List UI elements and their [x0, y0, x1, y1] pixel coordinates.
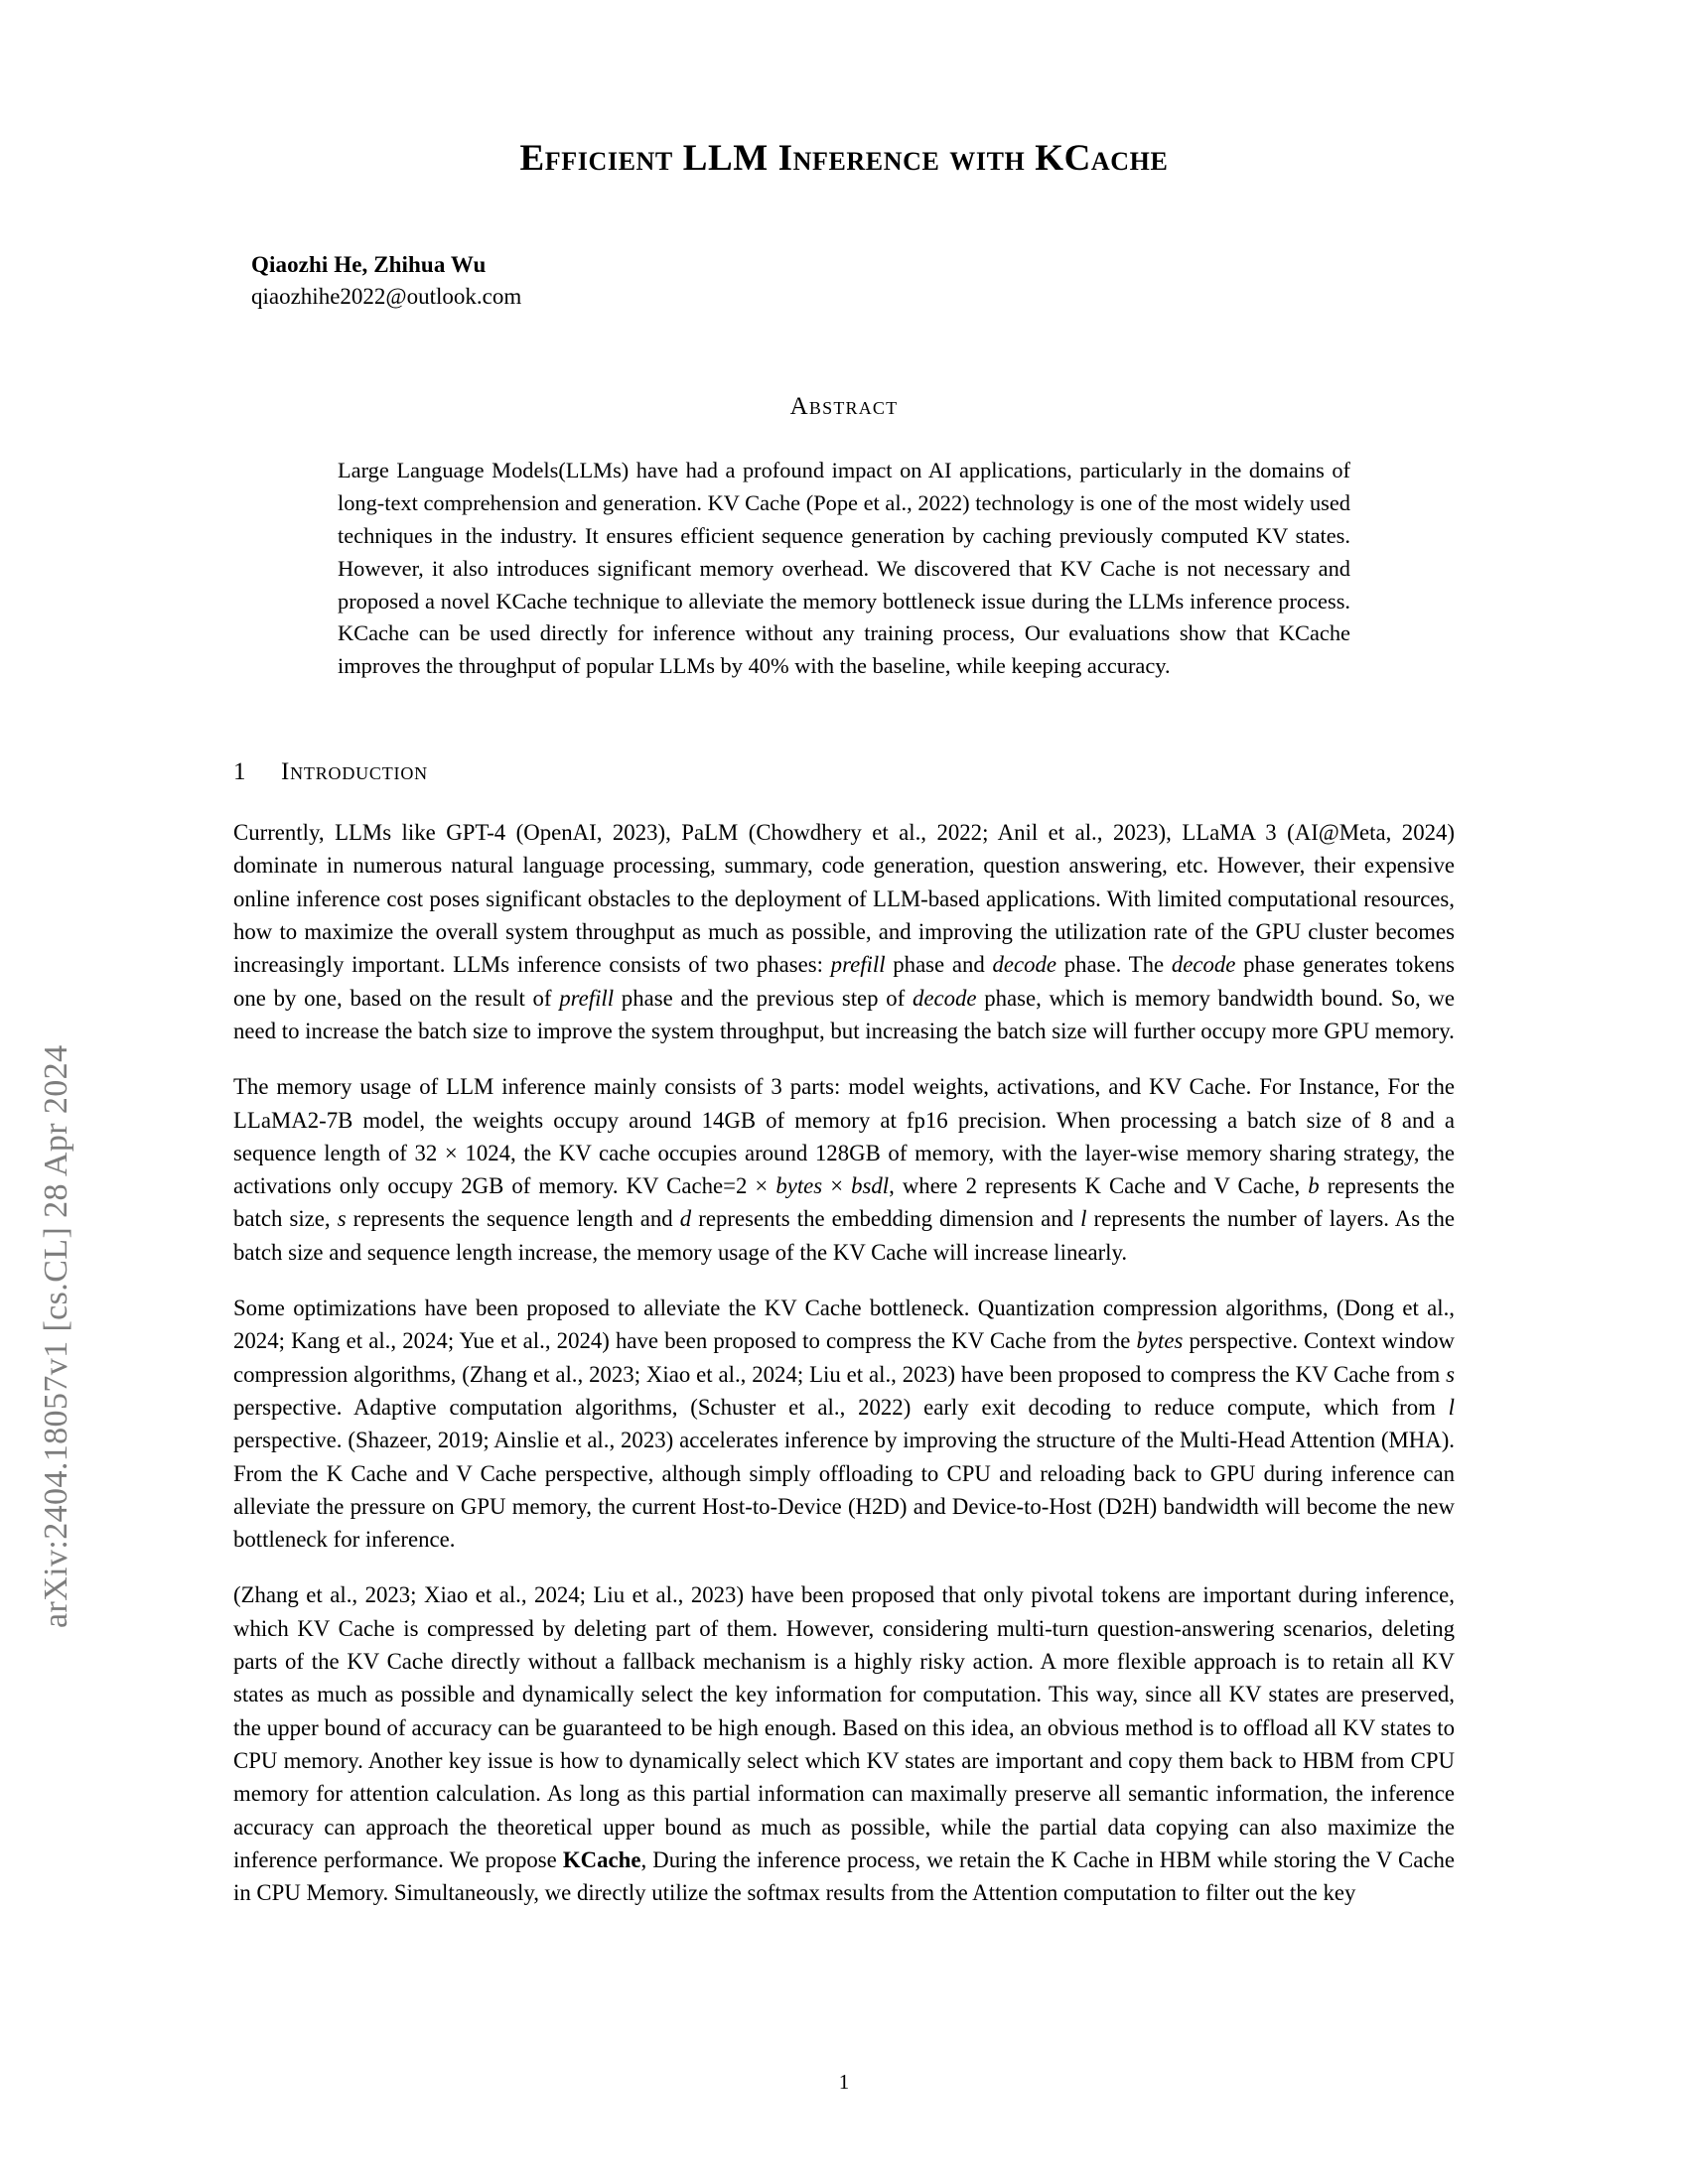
- page-title: Efficient LLM Inference with KCache: [519, 138, 1169, 179]
- formula-times: ×: [822, 1173, 852, 1199]
- author-email: qiaozhihe2022@outlook.com: [251, 284, 522, 310]
- text-run: perspective. Context window compression algorithms, (Zhang et al., 2023; Xiao et al., 2024; Liu et al., 2023) have been proposed to compress the KV Cache from: [233, 1328, 1455, 1387]
- text-run: , the KV cache occupies around: [510, 1140, 815, 1165]
- formula-coefficient: 2: [735, 1173, 748, 1199]
- value-sequence-length: 32 × 1024: [414, 1140, 511, 1165]
- intro-paragraph-4: [233, 1578, 1455, 1909]
- text-run: , During the inference process, we retain the K Cache in HBM while storing the V Cache in CPU Memory. Simultaneously, we directly utilize the softmax results from the Attention computation to filter out the key: [233, 1846, 1455, 1906]
- text-run: represents the batch size,: [233, 1173, 1456, 1232]
- math-bsdl: bsdl: [851, 1173, 890, 1199]
- section-number: 1: [233, 758, 247, 786]
- text-run: of memory at fp16 precision. When processing a batch size of: [756, 1107, 1381, 1133]
- text-run: phase generates tokens one by one, based on the result of: [233, 952, 1455, 1011]
- text-run: represents the sequence length and: [346, 1206, 680, 1232]
- emph-decode: decode: [1171, 952, 1236, 978]
- formula-times: ×: [747, 1173, 776, 1199]
- text-run: represents the embedding dimension and: [691, 1206, 1081, 1232]
- emph-prefill: prefill: [559, 985, 615, 1011]
- arxiv-stamp: arXiv:2404.18057v1 [cs.CL] 28 Apr 2024: [38, 1044, 74, 1628]
- emph-decode: decode: [912, 985, 977, 1011]
- math-var-b: b: [1308, 1173, 1320, 1199]
- text-run: phase. The: [1056, 952, 1172, 978]
- text-run: phase and the previous step of: [614, 985, 913, 1011]
- section-heading-introduction: [233, 758, 1455, 786]
- abstract-part-2: with the baseline, while keeping accuracy.: [788, 653, 1171, 679]
- text-run: represents the number of layers. As the batch size and sequence length increase, the memory usage of the KV Cache will increase linearly.: [233, 1206, 1455, 1265]
- text-run: phase, which is memory bandwidth bound. So, we need to increase the batch size to improve the system throughput, but increasing the batch size will further occupy more GPU memory.: [233, 985, 1455, 1044]
- intro-paragraph-1: [233, 816, 1455, 1047]
- term-kcache: KCache: [562, 1846, 641, 1872]
- abstract-text: [338, 455, 1350, 683]
- text-run: Currently, LLMs like GPT-4 (OpenAI, 2023), PaLM (Chowdhery et al., 2022; Anil et al., 2023), LLaMA 3 (AI@Meta, 2024) dominate in numerous natural language processing, summary, code generation, question answering, etc. However, their expensive online inference cost poses significant obstacles to the deployment of LLM-based applications. With limited computational resources, how to maximize the overall system throughput as much as possible, and improving the utilization rate of the GPU cluster becomes increasingly important. LLMs inference consists of two phases:: [233, 820, 1455, 978]
- intro-paragraph-2: [233, 1070, 1455, 1269]
- value-batch-size: 8: [1380, 1107, 1392, 1133]
- value-activations-memory: 2GB: [461, 1173, 504, 1199]
- text-run: phase and: [885, 952, 993, 978]
- text-run: and a sequence length of: [233, 1107, 1455, 1165]
- math-var-s: s: [1446, 1361, 1455, 1387]
- math-bytes: bytes: [775, 1173, 823, 1199]
- emph-prefill: prefill: [830, 952, 886, 978]
- emph-decode: decode: [992, 952, 1057, 978]
- value-kvcache-memory: 128GB: [814, 1140, 881, 1165]
- text-run: Some optimizations have been proposed to alleviate the KV Cache bottleneck. Quantization compression algorithms, (Dong et al., 2024; Kang et al., 2024; Yue et al., 2024) have been proposed to compress the KV Cache from the: [233, 1295, 1455, 1354]
- text-run: of memory, with the layer-wise memory sharing strategy, the activations only occupy: [233, 1140, 1455, 1199]
- value-weights-memory: 14GB: [701, 1107, 757, 1133]
- intro-paragraph-3: [233, 1292, 1455, 1557]
- page-number: 1: [838, 2070, 850, 2094]
- text-run: perspective. Adaptive computation algorithms, (Schuster et al., 2022) early exit decoding to reduce compute, which from: [233, 1394, 1449, 1420]
- abstract-heading: Abstract: [789, 393, 899, 421]
- math-var-d: d: [679, 1206, 692, 1232]
- text-run: of memory. KV Cache=: [503, 1173, 736, 1199]
- text-run: The memory usage of LLM inference mainly consists of 3 parts: model weights, activations, and KV Cache. For Instance, For the LLaMA2-7B model, the weights occupy around: [233, 1074, 1455, 1133]
- math-bytes: bytes: [1136, 1328, 1184, 1354]
- author-list: Qiaozhi He, Zhihua Wu: [251, 252, 487, 278]
- math-var-s: s: [337, 1206, 347, 1232]
- text-run: perspective. (Shazeer, 2019; Ainslie et al., 2023) accelerates inference by improving the structure of the Multi-Head Attention (MHA). From the K Cache and V Cache perspective, although simply offloading to CPU and reloading back to GPU during inference can alleviate the pressure on GPU memory, the current Host-to-Device (H2D) and Device-to-Host (D2H) bandwidth will become the new bottleneck for inference.: [233, 1428, 1455, 1553]
- abstract-part-1: Large Language Models(LLMs) have had a profound impact on AI applications, particularly in the domains of long-text comprehension and generation. KV Cache (Pope et al., 2022) technology is one of the most widely used techniques in the industry. It ensures efficient sequence generation by caching previously computed KV states. However, it also introduces significant memory overhead. We discovered that KV Cache is not necessary and proposed a novel KCache technique to alleviate the memory bottleneck issue during the LLMs inference process. KCache can be used directly for inference without any training process, Our evaluations show that KCache improves the throughput of popular LLMs by: [338, 458, 1350, 679]
- abstract-throughput-percent: 40%: [748, 653, 789, 679]
- math-var-l: l: [1448, 1394, 1455, 1420]
- math-var-l: l: [1080, 1206, 1087, 1232]
- paper-page: [233, 0, 1455, 2184]
- text-run: , where 2 represents K Cache and V Cache,: [889, 1173, 1309, 1199]
- section-title: Introduction: [281, 758, 428, 786]
- text-run: (Zhang et al., 2023; Xiao et al., 2024; Liu et al., 2023) have been proposed that only pivotal tokens are important during inference, which KV Cache is compressed by deleting part of them. However, considering multi-turn question-answering scenarios, deleting parts of the KV Cache directly without a fallback mechanism is a highly risky action. A more flexible approach is to retain all KV states as much as possible and dynamically select the key information for computation. This way, since all KV states are preserved, the upper bound of accuracy can be guaranteed to be high enough. Based on this idea, an obvious method is to offload all KV states to CPU memory. Another key issue is how to dynamically select which KV states are important and copy them back to HBM from CPU memory for attention calculation. As long as this partial information can maximally preserve all semantic information, the inference accuracy can approach the theoretical upper bound as much as possible, while the partial data copying can also maximize the inference performance. We propose: [233, 1582, 1455, 1872]
